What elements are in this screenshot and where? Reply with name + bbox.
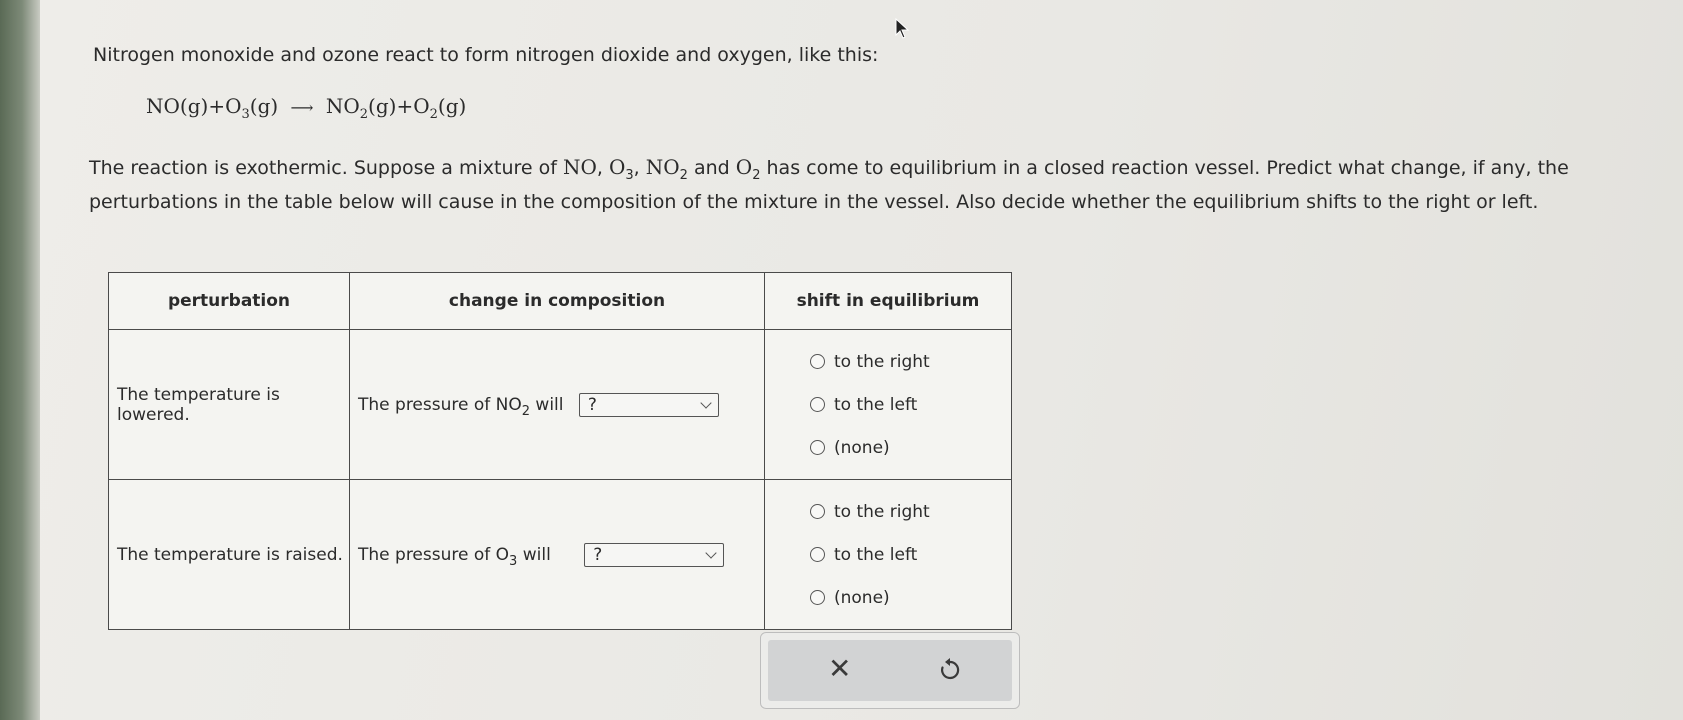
chevron-down-icon (706, 547, 717, 558)
table-row (109, 480, 1012, 630)
shift-cell (765, 330, 1012, 480)
radio-option-right[interactable]: to the right (765, 340, 1011, 383)
radio-option-none[interactable]: (none) (765, 576, 1011, 619)
radio-option-right[interactable]: to the right (765, 490, 1011, 533)
o3-pressure-dropdown[interactable]: ? (584, 543, 724, 567)
undo-button[interactable] (938, 656, 962, 686)
radio-circle-icon[interactable] (810, 504, 825, 519)
undo-icon (938, 656, 962, 682)
header-perturbation: perturbation (109, 273, 350, 330)
radio-circle-icon[interactable] (810, 397, 825, 412)
mouse-cursor-icon (895, 18, 911, 40)
table-row (109, 330, 1012, 480)
header-shift-in-equilibrium: shift in equilibrium (765, 273, 1012, 330)
chemical-equation: $NO(g)+O_3(g)$ ⟶ $NO_2(g)+O_2(g)$ (146, 94, 467, 122)
table-header-row (109, 273, 1012, 330)
perturbation-cell: The temperature is lowered. (109, 330, 350, 480)
question-paragraph: The reaction is exothermic. Suppose a mixture of NO, $O_3$, $NO_2$ and $O_2$ has come to equilibrium in a closed reaction vessel. Predict what change, if any, the perturbations in the table below will cause in the composition of the mixture in the vessel. Also decide whether the equilibrium shifts to the right or left. (89, 155, 1569, 213)
perturbation-table (108, 272, 1012, 630)
reaction-arrow-icon: ⟶ (290, 98, 314, 117)
radio-circle-icon[interactable] (810, 354, 825, 369)
no2-pressure-dropdown[interactable]: ? (579, 393, 719, 417)
header-change-in-composition: change in composition (350, 273, 765, 330)
chevron-down-icon (700, 397, 711, 408)
composition-cell: The pressure of $O_3$ will ? (350, 480, 765, 630)
shift-cell (765, 480, 1012, 630)
radio-option-none[interactable]: (none) (765, 426, 1011, 469)
radio-circle-icon[interactable] (810, 440, 825, 455)
perturbation-cell: The temperature is raised. (109, 480, 350, 630)
radio-circle-icon[interactable] (810, 547, 825, 562)
answer-action-panel (760, 632, 1020, 709)
action-bar (768, 640, 1012, 701)
background-edge (0, 0, 40, 720)
radio-option-left[interactable]: to the left (765, 533, 1011, 576)
radio-circle-icon[interactable] (810, 590, 825, 605)
intro-text: Nitrogen monoxide and ozone react to form nitrogen dioxide and oxygen, like this: (93, 44, 879, 66)
composition-cell: The pressure of $NO_2$ will ? (350, 330, 765, 480)
radio-option-left[interactable]: to the left (765, 383, 1011, 426)
clear-button[interactable]: ✕ (828, 652, 852, 685)
